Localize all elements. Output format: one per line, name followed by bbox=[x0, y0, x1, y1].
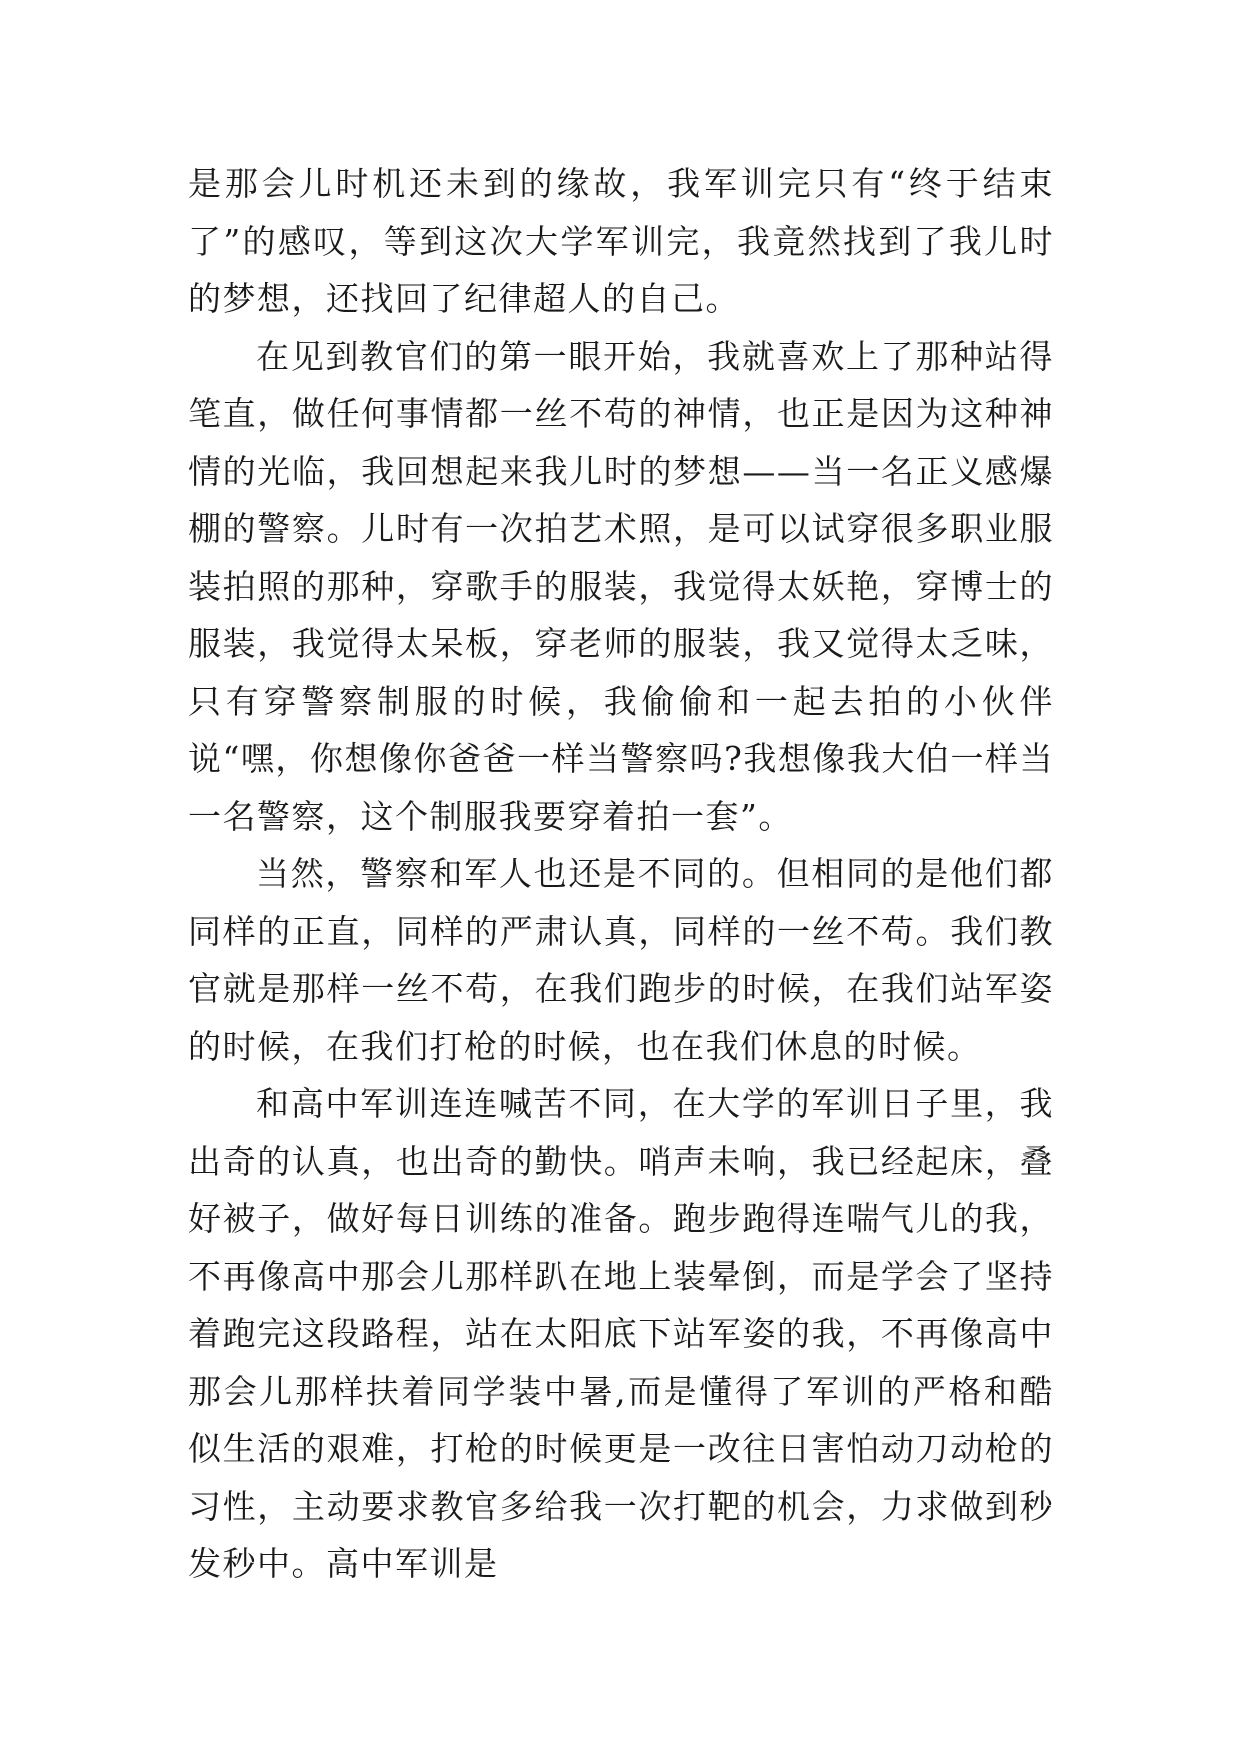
paragraph-2: 在见到教官们的第一眼开始，我就喜欢上了那种站得笔直，做任何事情都一丝不苟的神情，也正是因为这种神情的光临，我回想起来我儿时的梦想——当一名正义感爆棚的警察。儿时有一次拍艺术照，是可以试穿很多职业服装拍照的那种，穿歌手的服装，我觉得太妖艳，穿博士的服装，我觉得太呆板，穿老师的服装，我又觉得太乏味，只有穿警察制服的时候，我偷偷和一起去拍的小伙伴说“嘿，你想像你爸爸一样当警察吗?我想像我大伯一样当一名警察，这个制服我要穿着拍一套”。 bbox=[188, 336, 1054, 836]
paragraph-4: 和高中军训连连喊苦不同，在大学的军训日子里，我出奇的认真，也出奇的勤快。哨声未响，我已经起床，叠好被子，做好每日训练的准备。跑步跑得连喘气儿的我，不再像高中那会儿那样趴在地上装晕倒，而是学会了坚持着跑完这段路程，站在太阳底下站军姿的我，不再像高中那会儿那样扶着同学装中暑,而是懂得了军训的严格和酷似生活的艰难，打枪的时候更是一改往日害怕动刀动枪的习性，主动要求教官多给我一次打靶的机会，力求做到秒发秒中。高中军训是 bbox=[188, 1084, 1054, 1583]
body-text bbox=[188, 155, 1054, 1593]
paragraph-3: 当然，警察和军人也还是不同的。但相同的是他们都同样的正直，同样的严肃认真，同样的一丝不苟。我们教官就是那样一丝不苟，在我们跑步的时候，在我们站军姿的时候，在我们打枪的时候，也在我们休息的时候。 bbox=[188, 854, 1054, 1066]
paragraph-1: 是那会儿时机还未到的缘故，我军训完只有“终于结束了”的感叹，等到这次大学军训完，我竟然找到了我儿时的梦想，还找回了纪律超人的自己。 bbox=[188, 164, 1054, 318]
